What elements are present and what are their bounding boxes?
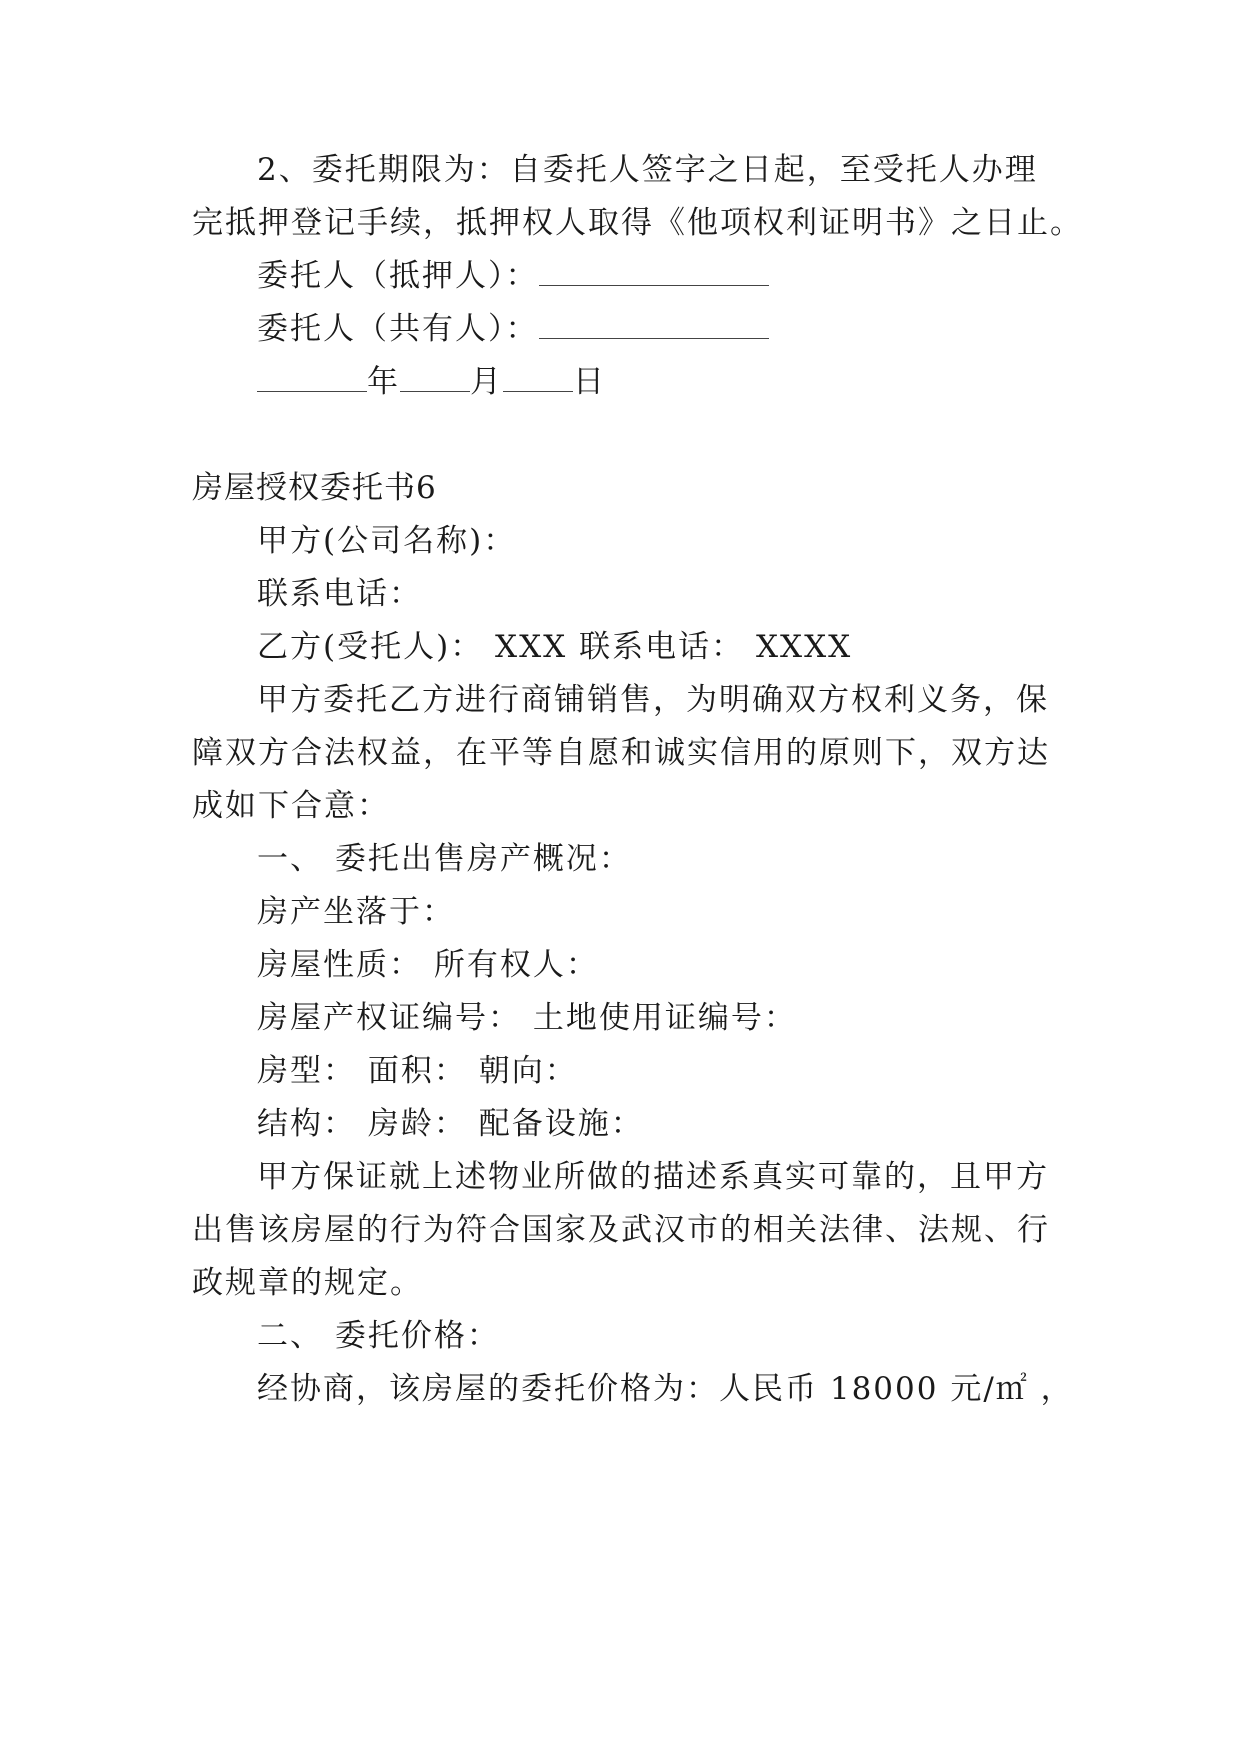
price-line: 经协商，该房屋的委托价格为：人民币 18000 元/㎡ ，: [257, 1371, 1074, 1407]
principal-coowner-line: [257, 309, 769, 349]
section-title: 房屋授权委托书6: [192, 470, 437, 506]
intro-line-2: 障双方合法权益，在平等自愿和诚实信用的原则下，双方达: [192, 735, 1050, 771]
party-a-line: 甲方(公司名称)：: [257, 523, 517, 559]
principal-coowner-label: 委托人（共有人）：: [257, 311, 539, 347]
date-line: [257, 362, 606, 402]
month-blank: [400, 363, 470, 392]
date-day-label: 日: [573, 364, 606, 400]
principal-mortgagor-line: [257, 256, 769, 296]
date-year-label: 年: [367, 364, 400, 400]
location-line: 房产坐落于：: [257, 894, 455, 930]
guarantee-line-3: 政规章的规定。: [192, 1265, 423, 1301]
intro-line-3: 成如下合意：: [192, 788, 390, 824]
guarantee-line-2: 出售该房屋的行为符合国家及武汉市的相关法律、法规、行: [192, 1212, 1050, 1248]
structure-age-facilities-line: 结构： 房龄： 配备设施：: [257, 1106, 644, 1142]
day-blank: [503, 363, 573, 392]
heading-property-overview: 一、 委托出售房产概况：: [257, 841, 632, 877]
year-blank: [257, 363, 367, 392]
party-a-phone-line: 联系电话：: [257, 576, 422, 612]
guarantee-line-1: 甲方保证就上述物业所做的描述系真实可靠的，且甲方: [257, 1159, 1049, 1195]
date-month-label: 月: [470, 364, 503, 400]
signature-blank: [539, 310, 769, 339]
cert-numbers-line: 房屋产权证编号： 土地使用证编号：: [257, 1000, 797, 1036]
nature-owner-line: 房屋性质： 所有权人：: [257, 947, 599, 983]
type-area-orientation-line: 房型： 面积： 朝向：: [257, 1053, 578, 1089]
party-b-line: 乙方(受托人)： XXX 联系电话： XXXX: [257, 629, 853, 665]
intro-line-1: 甲方委托乙方进行商铺销售，为明确双方权利义务，保: [257, 682, 1049, 718]
signature-blank: [539, 257, 769, 286]
term-line-1: 2、委托期限为：自委托人签字之日起，至受托人办理: [257, 152, 1038, 188]
term-line-2: 完抵押登记手续，抵押权人取得《他项权利证明书》之日止。: [192, 205, 1083, 241]
principal-mortgagor-label: 委托人（抵押人）：: [257, 258, 539, 294]
heading-commission-price: 二、 委托价格：: [257, 1318, 500, 1354]
